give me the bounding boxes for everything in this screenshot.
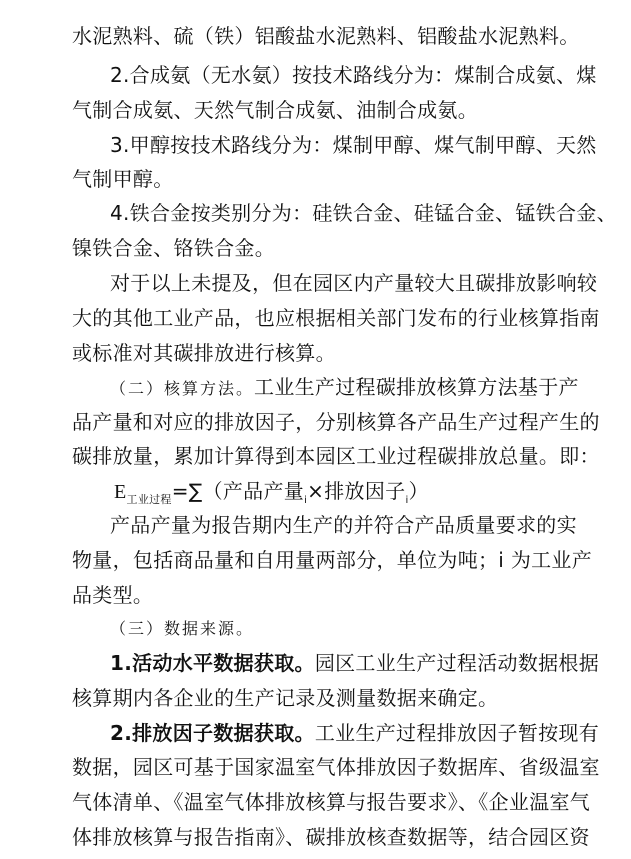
- section-heading: （三）数据来源。: [110, 619, 255, 638]
- formula-text: ×排放因子: [307, 479, 406, 503]
- text-line: 气体清单、《温室气体排放核算与报告要求》、《企业温室气: [72, 790, 591, 814]
- text-line: 品产量和对应的排放因子，分别核算各产品生产过程产生的: [72, 410, 600, 434]
- text-line: 物量，包括商品量和自用量两部分，单位为吨；i 为工业产: [72, 548, 593, 572]
- heading-line: [110, 370, 579, 404]
- section-heading: （二）核算方法。: [110, 379, 255, 398]
- formula-text: ）: [408, 479, 429, 503]
- text-line: 水泥熟料、硫（铁）铝酸盐水泥熟料、铝酸盐水泥熟料。: [72, 24, 580, 48]
- text-line: 核算期内各企业的生产记录及测量数据来确定。: [72, 686, 499, 710]
- bold-heading: 1.活动水平数据获取。: [110, 651, 315, 675]
- text-line: 数据，园区可基于国家温室气体排放因子数据库、省级温室: [72, 755, 600, 779]
- text-line: 4.铁合金按类别分为：硅铁合金、硅锰合金、锰铁合金、: [110, 201, 617, 225]
- formula: [114, 474, 429, 508]
- heading-line: [110, 646, 599, 680]
- bold-heading: 2.排放因子数据获取。: [110, 721, 315, 745]
- formula-subscript: 工业过程: [126, 493, 172, 506]
- text-line: 大的其他工业产品，也应根据相关部门发布的行业核算指南: [72, 306, 600, 330]
- formula-text: =∑（产品产量: [171, 479, 305, 503]
- text-line: 镍铁合金、铬铁合金。: [72, 236, 275, 260]
- text-run: 工业生产过程排放因子暂按现有: [314, 721, 600, 745]
- formula-index: i: [304, 495, 308, 506]
- text-line: 3.甲醇按技术路线分为：煤制甲醇、煤气制甲醇、天然: [110, 133, 597, 157]
- text-line: 产品产量为报告期内生产的并符合产品质量要求的实: [110, 513, 577, 537]
- text-line: 碳排放量，累加计算得到本园区工业过程碳排放总量。即：: [72, 444, 600, 468]
- text-line: 对于以上未提及，但在园区内产量较大且碳排放影响较: [110, 271, 598, 295]
- text-run: 工业生产过程碳排放核算方法基于产: [254, 375, 579, 399]
- text-line: 2.合成氨（无水氨）按技术路线分为：煤制合成氨、煤: [110, 63, 597, 87]
- formula-index: i: [405, 495, 409, 506]
- text-line: 气制甲醇。: [72, 167, 174, 191]
- text-line: 气制合成氨、天然气制合成氨、油制合成氨。: [72, 98, 478, 122]
- text-run: 园区工业生产过程活动数据根据: [314, 651, 600, 675]
- text-line: 或标准对其碳排放进行核算。: [72, 341, 336, 365]
- heading-line: [110, 716, 599, 750]
- text-line: 体排放核算与报告指南》、碳排放核查数据等，结合园区资: [72, 825, 590, 849]
- formula-symbol: E: [114, 481, 127, 503]
- text-line: 品类型。: [72, 583, 154, 607]
